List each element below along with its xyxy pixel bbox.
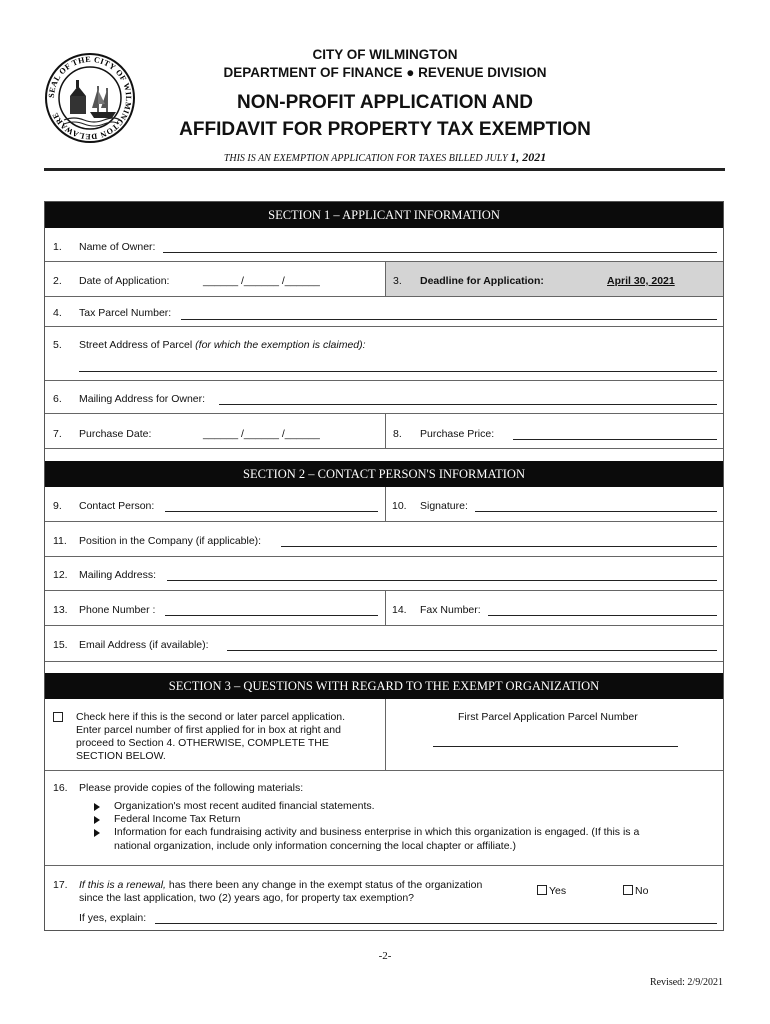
section3-header: SECTION 3 – QUESTIONS WITH REGARD TO THE EXEMPT ORGANIZATION	[45, 673, 723, 699]
materials-item-continued: national organization, include only information concerning the local chapter or affiliate.)	[114, 840, 516, 852]
subtitle-year: 1, 2021	[510, 150, 547, 164]
field-position	[45, 522, 723, 557]
no-label: No	[635, 885, 649, 897]
subtitle-text: THIS IS AN EXEMPTION APPLICATION FOR TAXES BILLED JULY	[223, 153, 508, 164]
first-parcel-input[interactable]	[433, 746, 678, 747]
field-number: 3.	[393, 275, 402, 287]
materials-label: Please provide copies of the following materials:	[79, 782, 304, 794]
column-divider	[385, 699, 386, 770]
mailing-owner-label: Mailing Address for Owner:	[79, 393, 206, 405]
renewal-question-line1	[79, 879, 482, 891]
field-number: 14.	[392, 604, 407, 616]
field-number: 12.	[53, 569, 68, 581]
field-number: 11.	[53, 535, 67, 547]
form-subtitle	[0, 150, 770, 165]
yes-label: Yes	[549, 885, 567, 897]
contact-person-label: Contact Person:	[79, 500, 155, 512]
page-number: -2-	[378, 950, 392, 962]
second-parcel-checkbox[interactable]	[53, 712, 65, 724]
deadline-value: April 30, 2021	[607, 275, 675, 287]
name-of-owner-input[interactable]	[163, 252, 717, 253]
renewal-italic: If this is a renewal,	[79, 879, 166, 891]
no-option[interactable]	[623, 885, 648, 897]
field-mailing-owner	[45, 381, 723, 414]
header-rule	[44, 168, 725, 171]
renewal-text-line1: has there been any change in the exempt status of the organization	[168, 879, 483, 891]
position-label: Position in the Company (if applicable):	[79, 535, 262, 547]
column-divider	[385, 414, 386, 448]
contact-person-input[interactable]	[165, 511, 378, 512]
materials-item: Federal Income Tax Return	[114, 813, 241, 825]
mailing-owner-input[interactable]	[219, 404, 717, 405]
application-form	[44, 201, 724, 931]
check-text-line1: Check here if this is the second or later parcel application.	[76, 711, 346, 723]
tax-parcel-label: Tax Parcel Number:	[79, 307, 172, 319]
column-divider	[385, 487, 386, 521]
department-name: DEPARTMENT OF FINANCE ● REVENUE DIVISION	[223, 65, 547, 80]
field-number: 7.	[53, 428, 62, 440]
mailing-address-label: Mailing Address:	[79, 569, 157, 581]
checkbox-icon	[623, 885, 633, 895]
fax-number-label: Fax Number:	[420, 604, 481, 616]
form-title-line2: AFFIDAVIT FOR PROPERTY TAX EXEMPTION	[179, 119, 591, 140]
field-number: 17.	[53, 879, 68, 891]
field-number: 15.	[53, 639, 68, 651]
check-text-line4: SECTION BELOW.	[76, 750, 166, 762]
phone-number-input[interactable]	[165, 615, 378, 616]
date-of-application-label: Date of Application:	[79, 275, 170, 287]
street-address-input[interactable]	[79, 371, 717, 372]
field-number: 6.	[53, 393, 62, 405]
renewal-question-line2: since the last application, two (2) years ago, for property tax exemption?	[79, 892, 415, 904]
checkbox-icon	[537, 885, 547, 895]
yes-option[interactable]	[537, 885, 566, 897]
field-number: 13.	[53, 604, 68, 616]
email-label: Email Address (if available):	[79, 639, 209, 651]
fax-number-input[interactable]	[488, 615, 717, 616]
section2-header: SECTION 2 – CONTACT PERSON'S INFORMATION	[45, 461, 723, 487]
checkbox-icon	[53, 712, 63, 722]
deadline-label: Deadline for Application:	[420, 275, 544, 287]
field-number: 4.	[53, 307, 62, 319]
mailing-address-input[interactable]	[167, 580, 717, 581]
purchase-price-label: Purchase Price:	[420, 428, 495, 440]
field-number: 8.	[393, 428, 402, 440]
form-title-line1: NON-PROFIT APPLICATION AND	[237, 92, 533, 113]
svg-text:SEAL OF THE CITY OF WILMINGTON: SEAL OF THE CITY OF WILMINGTON DELAWARE	[46, 54, 134, 142]
explain-label: If yes, explain:	[79, 912, 147, 924]
street-address-label	[79, 339, 366, 351]
bullet-arrow-icon	[94, 816, 100, 824]
purchase-date-label: Purchase Date:	[79, 428, 152, 440]
materials-item: Organization's most recent audited financial statements.	[114, 800, 375, 812]
signature-label: Signature:	[420, 500, 468, 512]
field-name-of-owner	[45, 228, 723, 262]
explain-input[interactable]	[155, 923, 717, 924]
name-of-owner-label: Name of Owner:	[79, 241, 156, 253]
email-input[interactable]	[227, 650, 717, 651]
city-name: CITY OF WILMINGTON	[312, 47, 458, 62]
purchase-price-input[interactable]	[513, 439, 717, 440]
phone-number-label: Phone Number :	[79, 604, 156, 616]
row-renewal	[45, 866, 723, 930]
field-number: 10.	[392, 500, 407, 512]
purchase-date-input[interactable]: ______ /______ /______	[203, 428, 320, 440]
revised-date: Revised: 2/9/2021	[649, 977, 723, 988]
field-number: 2.	[53, 275, 62, 287]
row-phone-fax	[45, 591, 723, 626]
date-of-application-input[interactable]: ______ /______ /______	[203, 275, 320, 287]
check-text-line3: proceed to Section 4. OTHERWISE, COMPLETE THE	[76, 737, 329, 749]
column-divider	[385, 591, 386, 625]
field-email	[45, 626, 723, 662]
row-materials	[45, 771, 723, 866]
first-parcel-label: First Parcel Application Parcel Number	[458, 711, 638, 723]
field-number: 5.	[53, 339, 62, 351]
field-number: 9.	[53, 500, 62, 512]
field-number: 1.	[53, 241, 62, 253]
bullet-arrow-icon	[94, 803, 100, 811]
check-text-line2: Enter parcel number of first applied for in box at right and	[76, 724, 341, 736]
field-number: 16.	[53, 782, 68, 794]
materials-item: Information for each fundraising activity and business enterprise in which this organization is engaged. (If this is a	[114, 826, 640, 838]
signature-input[interactable]	[475, 511, 717, 512]
row-second-parcel	[45, 699, 723, 771]
row-contact-signature	[45, 487, 723, 522]
column-divider	[385, 262, 386, 296]
street-address-label-text: Street Address of Parcel	[79, 339, 193, 351]
row-purchase	[45, 414, 723, 449]
field-street-address	[45, 327, 723, 381]
position-input[interactable]	[281, 546, 717, 547]
row-date-deadline	[45, 262, 723, 297]
field-tax-parcel	[45, 297, 723, 327]
section1-header: SECTION 1 – APPLICANT INFORMATION	[45, 202, 723, 228]
bullet-arrow-icon	[94, 829, 100, 837]
street-address-note: (for which the exemption is claimed):	[195, 339, 366, 351]
tax-parcel-input[interactable]	[181, 319, 717, 320]
field-mailing-address	[45, 557, 723, 591]
